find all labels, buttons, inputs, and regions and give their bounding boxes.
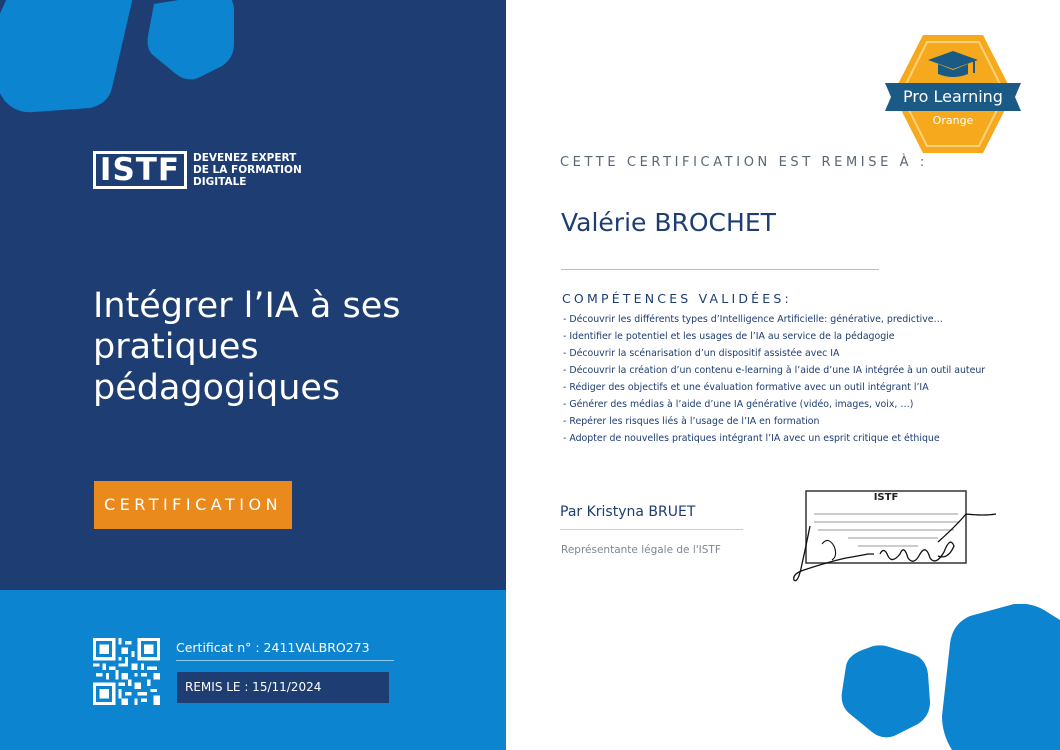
- decorative-hexagon-small: [146, 0, 238, 80]
- decorative-hexagon-right-large: [938, 604, 1060, 750]
- name-divider: [561, 269, 879, 270]
- certificate-number: Certificat n° : 2411VALBRO273: [176, 639, 394, 661]
- skill-item: - Identifier le potentiel et les usages de l’IA au service de la pédagogie: [563, 331, 895, 342]
- logo-tagline-line-3: DIGITALE: [193, 176, 247, 188]
- badge-title: Pro Learning: [903, 87, 1003, 106]
- skills-heading: COMPÉTENCES VALIDÉES:: [562, 291, 792, 306]
- left-footer-panel: [0, 590, 506, 750]
- skill-item: - Rédiger des objectifs et une évaluation formative avec un outil intégrant l’IA: [563, 382, 929, 393]
- recipient-name: Valérie BROCHET: [561, 208, 776, 237]
- skill-item: - Découvrir les différents types d’Intelligence Artificielle: générative, predictive…: [563, 314, 943, 325]
- qr-code-icon: [93, 638, 160, 705]
- signer-role: Représentante légale de l'ISTF: [561, 544, 721, 556]
- decorative-hexagon-large: [0, 0, 150, 120]
- issued-date: REMIS LE : 15/11/2024: [177, 672, 389, 703]
- logo-tagline-line-1: DEVENEZ EXPERT: [193, 152, 297, 164]
- skill-item: - Découvrir la scénarisation d’un dispositif assistée avec IA: [563, 348, 840, 359]
- decorative-hexagon-right-small: [840, 644, 932, 738]
- badge-subtitle: Orange: [932, 114, 974, 127]
- logo-tagline-line-2: DE LA FORMATION: [193, 164, 302, 176]
- logo-mark: ISTF: [93, 151, 187, 189]
- logo-tagline: [193, 152, 302, 188]
- certification-label: CERTIFICATION: [94, 481, 292, 529]
- stamp-title: ISTF: [873, 492, 899, 503]
- skill-item: - Découvrir la création d’un contenu e-learning à l’aide d’une IA intégrée à un outil auteur: [563, 365, 986, 376]
- skill-item: - Repérer les risques liés à l’usage de l’IA en formation: [563, 416, 820, 427]
- skills-list: [563, 314, 1008, 450]
- skill-item: - Adopter de nouvelles pratiques intégrant l’IA avec un esprit critique et éthique: [563, 433, 940, 444]
- istf-logo: [93, 151, 302, 189]
- left-panel: [0, 0, 506, 590]
- awarded-to-label: CETTE CERTIFICATION EST REMISE À :: [560, 155, 928, 170]
- skill-item: - Générer des médias à l’aide d’une IA générative (vidéo, images, voix, …): [563, 399, 914, 410]
- course-title: Intégrer l’IA à ses pratiques pédagogiques: [93, 286, 401, 408]
- signer-name: Par Kristyna BRUET: [560, 503, 743, 530]
